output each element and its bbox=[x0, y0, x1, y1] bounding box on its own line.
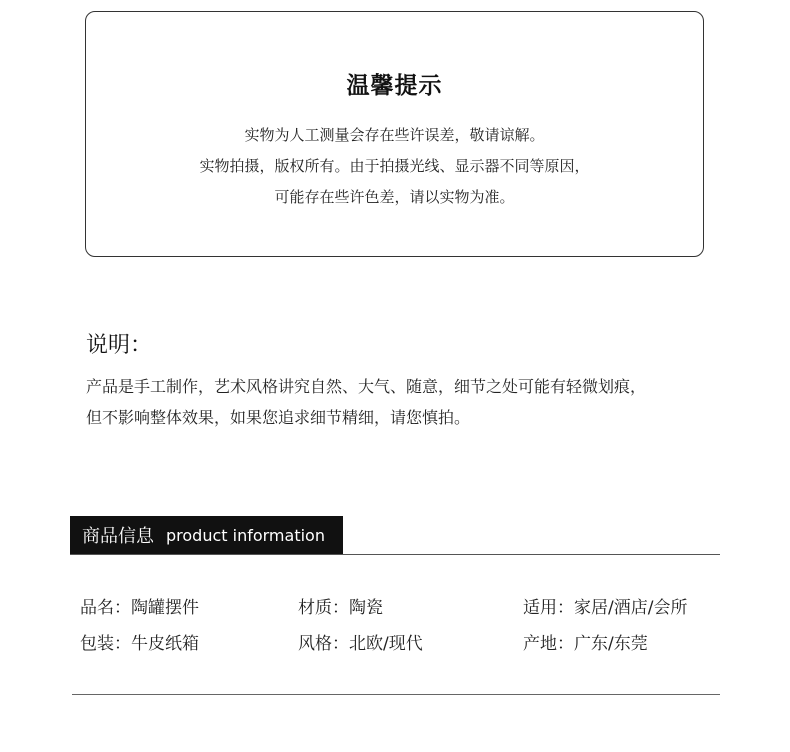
spec-packaging: 包装：牛皮纸箱 bbox=[80, 634, 199, 654]
spec-row bbox=[80, 592, 720, 628]
description-line: 产品是手工制作，艺术风格讲究自然、大气、随意，细节之处可能有轻微划痕， bbox=[86, 377, 647, 396]
notice-line: 可能存在些许色差，请以实物为准。 bbox=[274, 188, 515, 206]
product-spec-table bbox=[80, 592, 720, 664]
spec-product-name: 品名：陶罐摆件 bbox=[80, 598, 199, 618]
notice-text bbox=[86, 120, 703, 213]
spec-origin: 产地：广东/东莞 bbox=[523, 634, 648, 654]
notice-box bbox=[85, 11, 704, 257]
spec-style: 风格：北欧/现代 bbox=[298, 634, 423, 654]
description-heading: 说明： bbox=[86, 333, 153, 358]
product-info-title-cn: 商品信息 bbox=[82, 526, 154, 547]
bottom-divider bbox=[72, 694, 720, 695]
notice-line: 实物拍摄，版权所有。由于拍摄光线、显示器不同等原因， bbox=[199, 157, 590, 175]
header-divider bbox=[70, 554, 720, 555]
spec-material: 材质：陶瓷 bbox=[298, 598, 383, 618]
description-line: 但不影响整体效果，如果您追求细节精细，请您慎拍。 bbox=[86, 408, 471, 427]
description-text bbox=[86, 371, 646, 433]
product-info-title-en: product information bbox=[166, 525, 325, 545]
product-info-header bbox=[70, 516, 343, 554]
spec-row bbox=[80, 628, 720, 664]
notice-title: 温馨提示 bbox=[346, 73, 443, 99]
notice-line: 实物为人工测量会存在些许误差，敬请谅解。 bbox=[244, 126, 545, 144]
spec-usage: 适用：家居/酒店/会所 bbox=[523, 598, 688, 618]
